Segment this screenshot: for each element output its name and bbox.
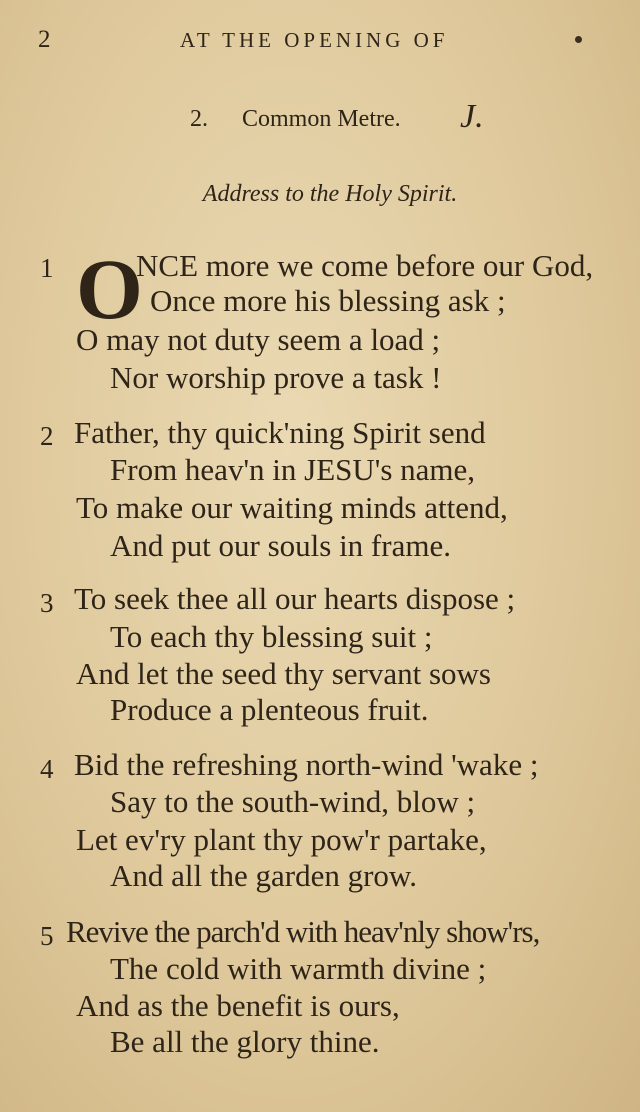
stanza-number: 1 bbox=[40, 253, 54, 283]
verse-line-text: From heav'n in JESU's name, bbox=[110, 452, 476, 487]
page-number: 2 bbox=[38, 26, 51, 53]
stanza-number: 2 bbox=[40, 421, 54, 451]
verse-line: Father, thy quick'ning Spirit send bbox=[74, 415, 486, 450]
stanza-number: 5 bbox=[40, 921, 54, 951]
verse-line: Say to the south-wind, blow ; bbox=[110, 784, 476, 819]
verse-line: Produce a plenteous fruit. bbox=[110, 692, 429, 727]
print-dot bbox=[575, 36, 582, 43]
verse-line: NCE more we come before our God, bbox=[136, 248, 594, 283]
verse-line: Be all the glory thine. bbox=[110, 1024, 380, 1059]
hymn-title: Address to the Holy Spirit. bbox=[202, 181, 458, 207]
verse-line: And as the benefit is ours, bbox=[76, 988, 400, 1023]
verse-line: The cold with warmth divine ; bbox=[110, 951, 487, 986]
stanza-number: 3 bbox=[40, 588, 54, 618]
verse-line: Bid the refreshing north-wind 'wake ; bbox=[74, 747, 539, 782]
verse-line: To make our waiting minds attend, bbox=[76, 490, 508, 525]
verse-line: And all the garden grow. bbox=[110, 858, 418, 893]
verse-line: To each thy blessing suit ; bbox=[110, 619, 433, 654]
verse-line: And let the seed thy servant sows bbox=[76, 656, 491, 691]
verse-line: O may not duty seem a load ; bbox=[76, 322, 441, 357]
hymn-author-mark: J. bbox=[460, 98, 484, 135]
verse-line: To seek thee all our hearts dispose ; bbox=[74, 581, 516, 616]
verse-line bbox=[110, 452, 475, 488]
running-head: AT THE OPENING OF bbox=[180, 28, 449, 52]
verse-line: Nor worship prove a task ! bbox=[110, 360, 442, 395]
verse-line: Revive the parch'd with heav'nly show'rs, bbox=[66, 914, 540, 949]
verse-line: And put our souls in frame. bbox=[110, 528, 451, 563]
verse-line: Once more his blessing ask ; bbox=[150, 283, 506, 318]
drop-capital: O bbox=[76, 241, 143, 337]
hymn-tune: Common Metre. bbox=[242, 106, 401, 132]
stanza-number: 4 bbox=[40, 754, 54, 784]
verse-line: Let ev'ry plant thy pow'r partake, bbox=[76, 822, 487, 857]
hymn-number: 2. bbox=[190, 106, 208, 132]
